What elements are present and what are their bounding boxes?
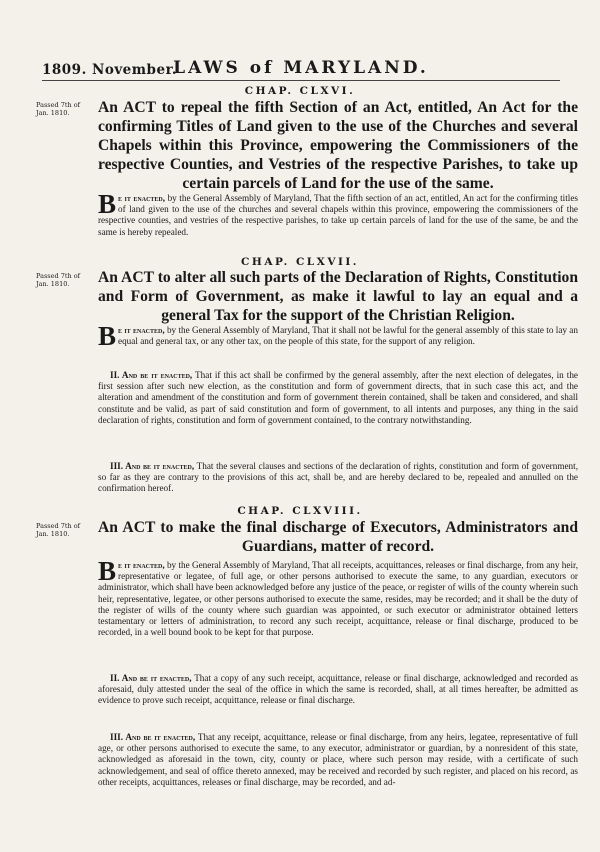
margin-note-passed: Passed 7th of Jan. 1810.: [36, 272, 81, 288]
enacting-phrase: III. And be it enacted,: [110, 732, 196, 742]
enacting-phrase: e it enacted,: [118, 560, 165, 570]
paragraph-text: That a copy of any such receipt, acquittance, release or final discharge, acknowledged and recorded as aforesaid, duly attested under the seal of the office in which the same is recorded, shall, at all times hereafter, be admitted as evidence to prove such receipt, acquittance, release or final discharge.: [98, 673, 578, 706]
enacting-phrase: III. And be it enacted,: [110, 461, 195, 471]
paragraph-text: by the General Assembly of Maryland, That the fifth section of an act, entitled, An act for the confirming titles of land given to the use of the churches and several chapels within this province, empowering the commissioners of the respective counties, and vestries of the respective parishes, to take up certain parcels of land for the use of the same, be and the same is hereby repealed.: [98, 193, 578, 237]
act-paragraph: [98, 732, 578, 788]
paragraph-text: That the several clauses and sections of the declaration of rights, constitution and form of government, so far as they are contrary to the provisions of this act, shall be, and are hereby declared to be, repealed and annulled on the confirmation hereof.: [98, 461, 579, 494]
act-paragraph: [98, 556, 578, 638]
enacting-phrase: II. And be it enacted,: [110, 673, 192, 683]
enacting-phrase: II. And be it enacted,: [110, 370, 193, 380]
chapter-heading: CHAP. CLXVIII.: [237, 505, 363, 517]
paragraph-text: That any receipt, acquittance, release or final discharge, from any heirs, legatee, representative of full age, or other persons authorised to execute the same, to any executor, administrator or guardian, by a nonresident of this state, acknowledged as aforesaid in the town, city, county or place, where such person may reside, with a certificate of such acknowledgement, and seal of office thereto annexed, may be received and recorded by such register, and placed on his record, as other receipts, acquittances, releases or final discharge, may be recorded, and ad-: [98, 732, 578, 787]
page-header: [42, 58, 560, 82]
enacting-phrase: e it enacted,: [118, 325, 165, 335]
act-paragraph: [98, 673, 578, 707]
paragraph-text: by the General Assembly of Maryland, That all receipts, acquittances, releases or final discharge, from any heir, representative or legatee, of full age, or other persons authorised to execute the same, to any guardian, executors or administrator, which shall have been acknowledged before any justice of the peace, or register of wills of the county wherein such heir, representative, legatee, or other persons authorised to execute the same, resides, may be recorded; and it shall be the duty of the register of wills of the county where such guardian was appointed, or such executor or administrator obtained letters testamentary or letters of administration, to record any such receipt, acquittance, release or final discharge, produced to be recorded, in a well bound book to be kept for that purpose.: [98, 560, 578, 638]
act-paragraph: [98, 370, 578, 426]
act-title: An ACT to alter all such parts of the Declaration of Rights, Constitution and Form of Government, as make it lawful to lay an equal and a general Tax for the support of the Christian Religion.: [98, 269, 578, 324]
header-title: LAWS of MARYLAND.: [173, 58, 429, 78]
header-rule: [42, 80, 560, 81]
act-title: An ACT to make the final discharge of Executors, Administrators and Guardians, matter of record.: [98, 519, 578, 555]
chapter-heading: CHAP. CLXVI.: [244, 85, 356, 97]
chapter-heading: CHAP. CLXVII.: [241, 256, 359, 268]
act-paragraph: [98, 461, 578, 495]
header-date: 1809. November.: [42, 62, 178, 78]
act-paragraph: [98, 321, 578, 351]
margin-note-passed: Passed 7th of Jan. 1810.: [36, 522, 81, 538]
paragraph-text: by the General Assembly of Maryland, That it shall not be lawful for the general assembly of this state to lay an equal and general tax, or any other tax, on the people of this state, for the support of any religion.: [118, 325, 578, 347]
act-paragraph: [98, 189, 578, 238]
drop-cap: B: [98, 556, 117, 586]
act-title: An ACT to repeal the fifth Section of an Act, entitled, An Act for the confirming Titles of Land given to the use of the Churches and several Chapels within this Province, empowering the Commissioners of the respective Counties, and Vestries of the respective Parishes, to take up certain parcels of Land for the use of the same.: [98, 99, 578, 192]
paragraph-text: That if this act shall be confirmed by the general assembly, after the next election of delegates, in the first session after such new election, as the constitution and form of government directs, that in such case this act, and the alteration and amendment of the constitution and form of government therein contained, shall be taken and considered, and shall constitute and be valid, as part of said constitution and form of government, to all intents and purposes, any thing in the said declaration of rights, constitution and form of government contained, to the contrary notwithstanding.: [98, 370, 578, 425]
drop-cap: B: [98, 189, 117, 219]
enacting-phrase: e it enacted,: [118, 193, 166, 203]
margin-note-passed: Passed 7th of Jan. 1810.: [36, 101, 81, 117]
drop-cap: B: [98, 321, 117, 351]
